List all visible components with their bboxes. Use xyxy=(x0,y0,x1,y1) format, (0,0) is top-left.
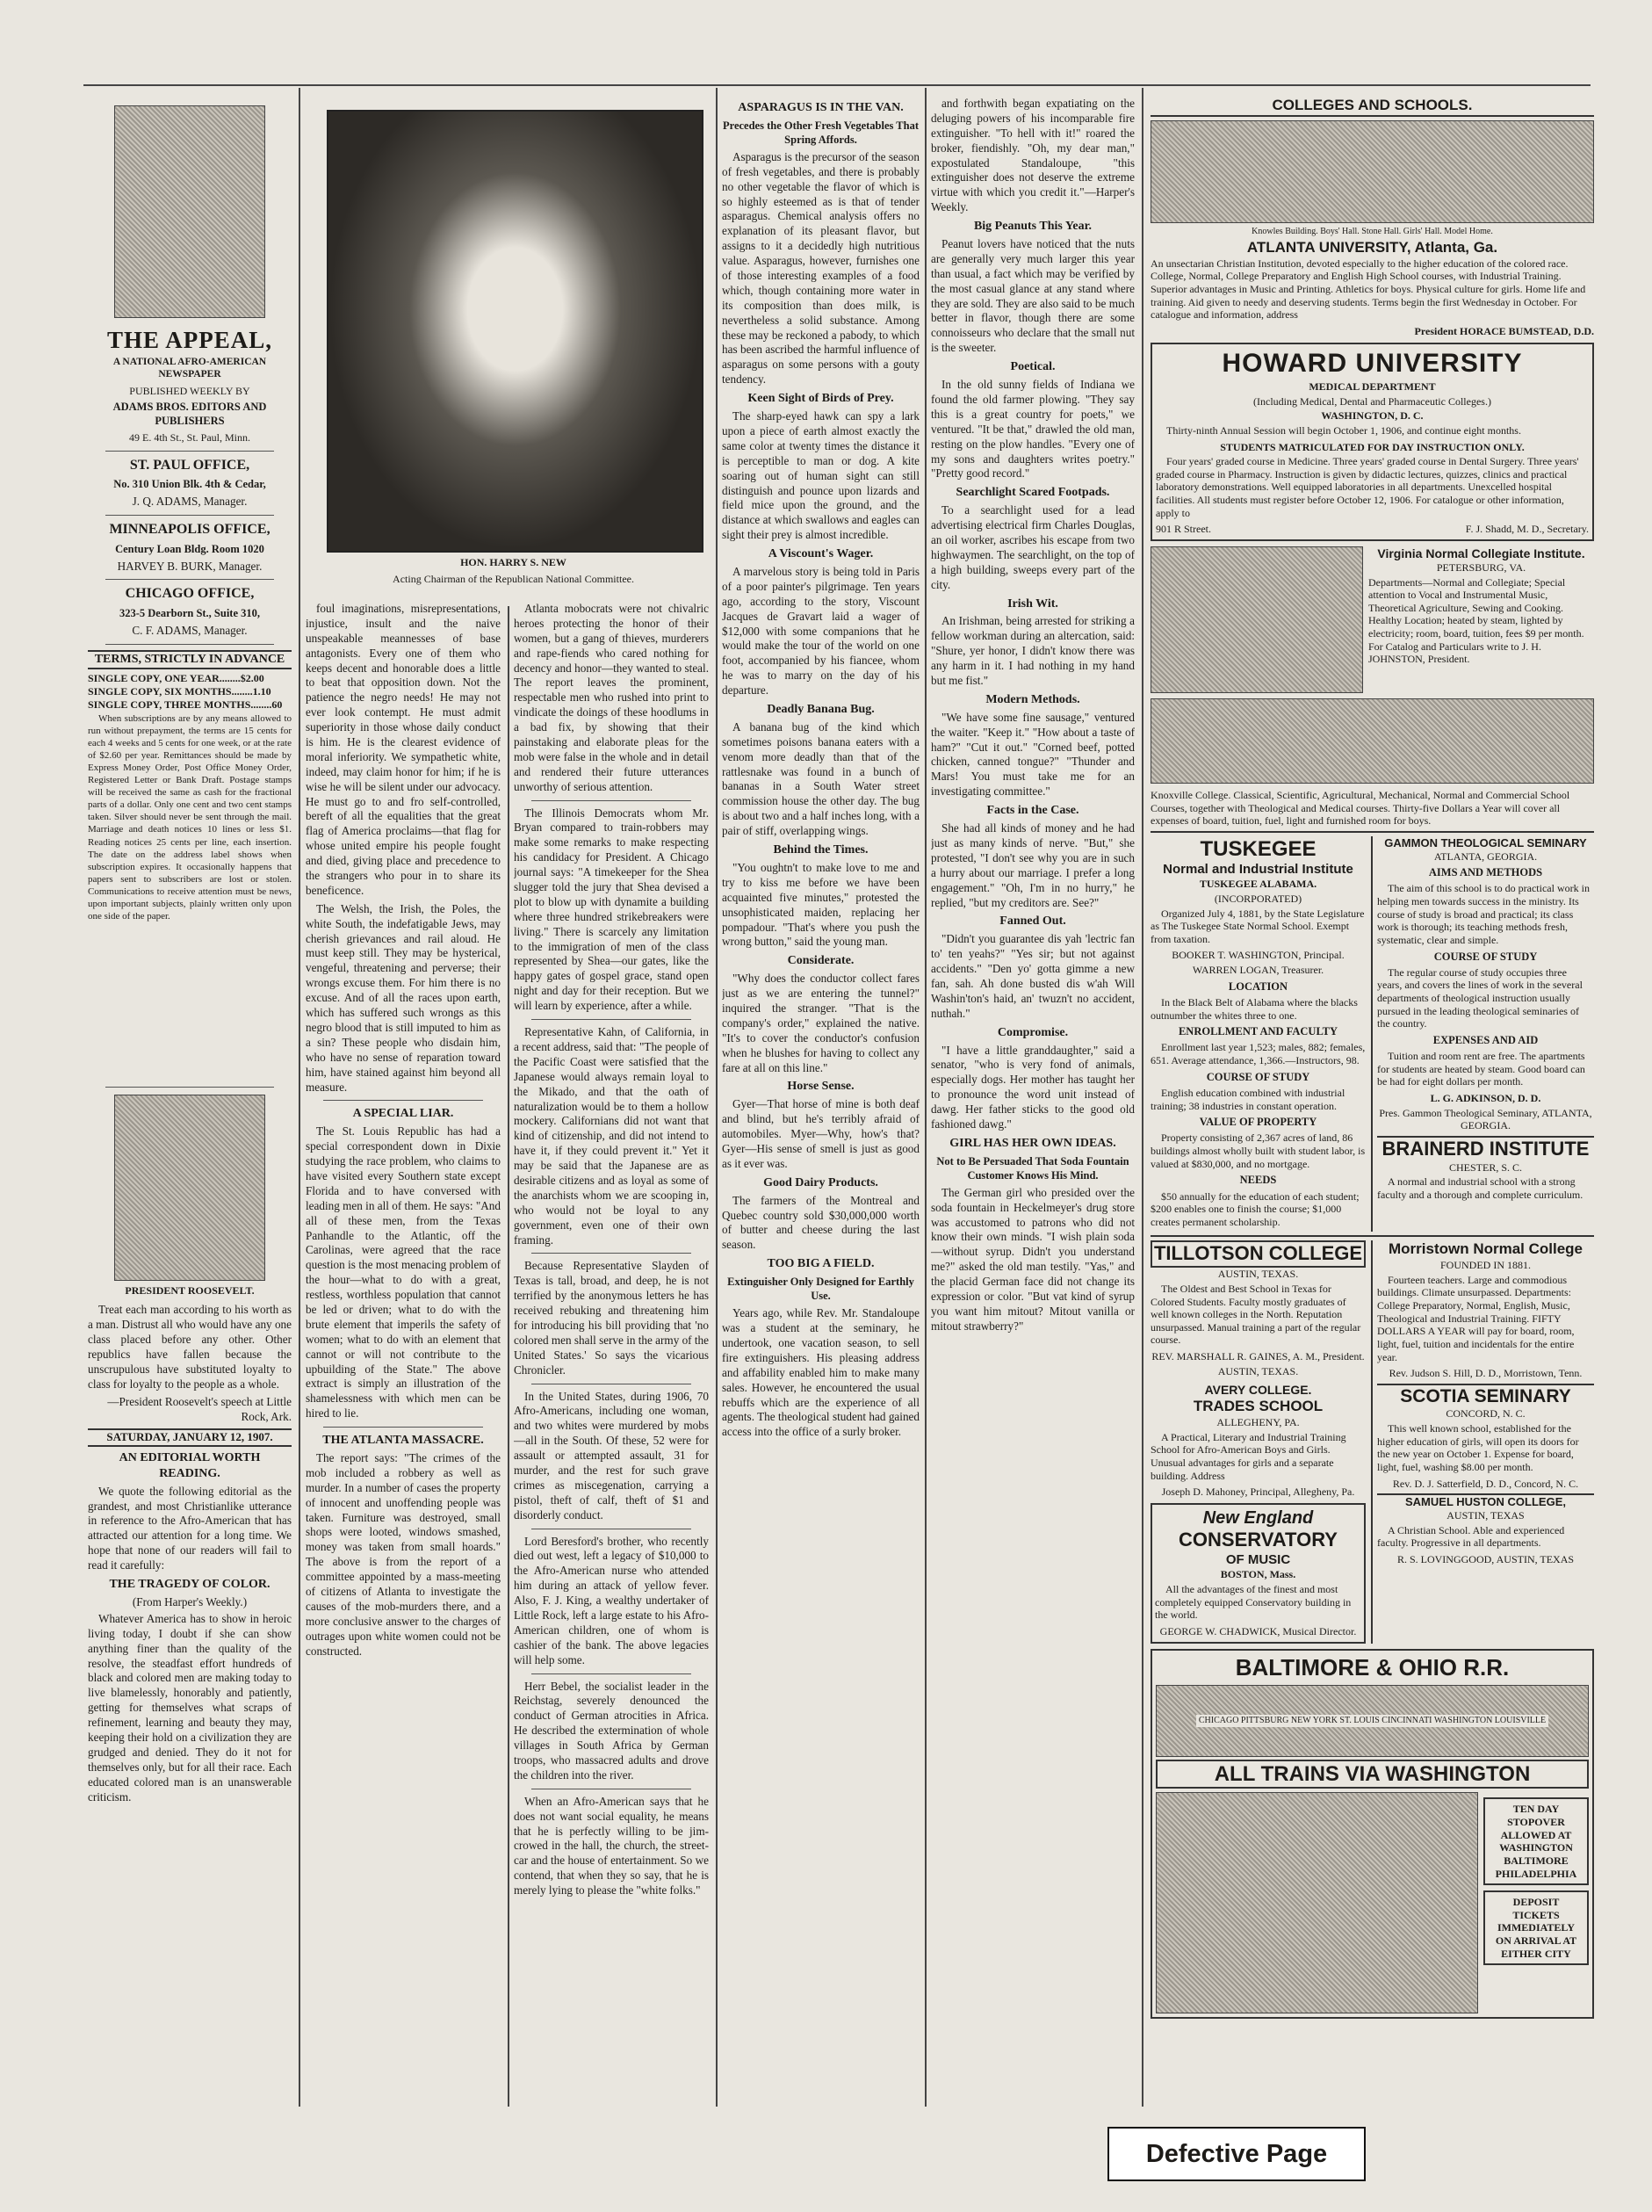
issue-date: SATURDAY, JANUARY 12, 1907. xyxy=(88,1428,292,1447)
minneapolis-office-head: MINNEAPOLIS OFFICE, xyxy=(109,522,271,538)
column-rule xyxy=(716,88,718,2107)
harry-new-portrait xyxy=(327,110,703,553)
asparagus-head: ASPARAGUS IS IN THE VAN. xyxy=(738,101,904,114)
bo-title: BALTIMORE & OHIO R.R. xyxy=(1235,1654,1510,1681)
atlanta-university-president: President HORACE BUMSTEAD, D.D. xyxy=(1414,324,1594,337)
howard-text: Thirty-ninth Annual Session will begin October 1, 1906, and continue eight months. xyxy=(1166,423,1521,437)
ne-name-3: OF MUSIC xyxy=(1225,1552,1291,1568)
brainerd-name: BRAINERD INSTITUTE xyxy=(1377,1136,1594,1161)
tillotson-location: AUSTIN, TEXAS. xyxy=(1217,1364,1299,1377)
ne-name-1: New England xyxy=(1202,1507,1314,1528)
virginia-institute-engraving xyxy=(1151,546,1363,693)
tuskegee-text: Organized July 4, 1881, by the State Legislature as The Tuskegee State Normal School. Exempt from taxation. xyxy=(1151,907,1365,945)
ne-city: BOSTON, Mass. xyxy=(1220,1568,1296,1581)
gammon-president-title: Pres. Gammon Theological Seminary, ATLANTA, GEORGIA. xyxy=(1379,1106,1592,1132)
st-paul-office-address: No. 310 Union Blk. 4th & Cedar, xyxy=(113,478,266,491)
brainerd-text: A normal and industrial school with a strong faculty and a thorough and complete curriculum. xyxy=(1377,1175,1583,1202)
prey-head: Keen Sight of Birds of Prey. xyxy=(747,392,894,406)
facts-text: She had all kinds of money and he had just as many kinds of nerve. "But," she protested, "I don't see why you are in such a hurry about our marriage. I prefer a long engagement." "Oh, I'm in no hurry," he replied, "but my creditors are. See?" xyxy=(931,821,1135,909)
howard-courses: Four years' graded course in Medicine. Three years' graded course in Dental Surgery. Three years' graded course in Pharmacy. Instruction is given by didactic lectures, quizzes, clinics and practical laboratory demonstrations. Well equipped laboratories in all departments. Unexcelled hospital facilities. All students must register before October 12, 1906. For catalogue or other information, apply to xyxy=(1156,455,1579,519)
avery-city: ALLEGHENY, PA. xyxy=(1216,1416,1300,1429)
publishers: ADAMS BROS. EDITORS AND PUBLISHERS xyxy=(112,401,267,428)
divider xyxy=(531,1019,691,1020)
irish-text: An Irishman, being arrested for striking a fellow workman during an altercation, said: "Shure, yer honor, I didn't know there was any harm in it. I had nothing in my hand but me fist." xyxy=(931,614,1135,688)
chicago-office-head: CHICAGO OFFICE, xyxy=(125,586,255,602)
address: 49 E. 4th St., St. Paul, Minn. xyxy=(128,431,251,445)
prey-text: The sharp-eyed hawk can spy a lark upon a piece of earth almost exactly the same color at twenty times the distance it is perceptible to man or dog. A kite soaring out of human sight can still distinguish and pounce upon lizards and field mice upon the ground, and the distance at which swallows and eagles can sight their prey is almost incredible. xyxy=(722,409,920,542)
beresford-item: Lord Beresford's brother, who recently died out west, left a legacy of $10,000 to the Afro-American nurse who attended him during an attack of yellow fever. Also, F. J. King, a wealthy undertaker of Little Rock, left a large estate to his Afro-American children, one of whom is cashier of the bank. The above legacies will help some. xyxy=(514,1534,709,1666)
huston-president: R. S. LOVINGGOOD, AUSTIN, TEXAS xyxy=(1396,1552,1575,1565)
minneapolis-office-manager: HARVEY B. BURK, Manager. xyxy=(117,559,263,573)
tuskegee-value: Property consisting of 2,367 acres of land, 86 buildings almost wholly built with student labor, is valued at $830,000, and no mortgage. xyxy=(1151,1131,1366,1170)
bo-travelers-illustration xyxy=(1156,1792,1478,2013)
gammon-aims-head: AIMS AND METHODS xyxy=(1428,866,1543,879)
fanned-text: "Didn't you guarantee dis yah 'lectric fan to' ten yeahs?" "Yes sir; but not against accidents." "Den yo' gotta gimme a new fan, sah. Ah done busted dis w'ah Will Washin'ton's haid, an' twuzn't no accident, nuthah." xyxy=(931,932,1135,1020)
special-liar-text: The St. Louis Republic has had a special correspondent down in Dixie studying the race problem, who claims to have visited every Southern state except Florida and to have conversed with leading men in all of them. He says: "And all of these men, from the Texas Panhandle to the Atlantic, off the Carolinas, were agreed that the race question is the most menacing problem of the hour—what to do with a great, restless, worthless population that cannot be led or driven; what to do with the brute element that imperils the safety of women; what to do with an element that cannot or will not contribute to the upbuilding of the State." The above extract is simply an illustration of the shamelessness with which men can be hired to lie. xyxy=(306,1124,501,1420)
divider xyxy=(105,451,274,452)
howard-ad xyxy=(1151,343,1594,540)
roosevelt-quote: Treat each man according to his worth as a man. Distrust all who would have any one class placed before any other. Other republics have fallen because the unscrupulous have substituted loyalty to class for loyalty to the people as a whole. xyxy=(88,1303,292,1391)
colleges-head: COLLEGES AND SCHOOLS. xyxy=(1151,97,1594,117)
scotia-city: CONCORD, N. C. xyxy=(1446,1407,1526,1420)
ne-text: All the advantages of the finest and most completely equipped Conservatory building in the world. xyxy=(1155,1582,1352,1622)
tuskegee-city: TUSKEGEE ALABAMA. xyxy=(1199,878,1317,891)
scotia-name: SCOTIA SEMINARY xyxy=(1377,1384,1594,1408)
girl-head: GIRL HAS HER OWN IDEAS. xyxy=(949,1136,1116,1150)
bo-route-map xyxy=(1156,1685,1589,1757)
divider xyxy=(323,1100,483,1101)
divider xyxy=(105,644,274,645)
equality-item: When an Afro-American says that he does not want social equality, he means that he is perfectly willing to be jim-crowed in the hall, the church, the street-car and the house of entertainment. So we contend, that when they so say, that he is merely lying to please the "white folks." xyxy=(514,1794,709,1898)
column-3 xyxy=(514,602,709,2104)
howard-address: 901 R Street. xyxy=(1156,523,1211,536)
considerate-head: Considerate. xyxy=(787,954,855,968)
divider xyxy=(105,579,274,580)
tragedy-continued-2: The Welsh, the Irish, the Poles, the white South, the indefatigable Jews, may cherish grievances and rail aloud. He must keep still. They may be hysterical, vengeful, threatening and perverse; their wrongs excuse them. For him there is no excuse. And of all the races upon earth, which has suffered such wrongs as this negro blood that is still imputed to him as a sin? These people who disdain him, who have no sense of reparation toward him, have stained against him beyond all measure. xyxy=(306,901,501,1094)
tuskegee-ad xyxy=(1151,836,1366,1233)
atlanta-university-engraving xyxy=(1151,120,1594,223)
masthead: THE APPEAL, xyxy=(106,327,273,353)
gammon-study-head: COURSE OF STUDY xyxy=(1433,950,1538,963)
huston-name: SAMUEL HUSTON COLLEGE, xyxy=(1377,1493,1594,1509)
column-rule xyxy=(299,88,300,2107)
illinois-democrats: The Illinois Democrats whom Mr. Bryan compared to train-robbers may make some remarks to make respecting his candidacy for President. A Chicago journal says: "A timekeeper for the Shea slugger told the jury that Shea devised a plot to blow up with dynamite a building where three hundred strikebreakers were living." There is scarcely any limitation to the immigration of men of the class represented by Shea—our gates, like the happy gates of gospel grace, stand open night and day for their reception. But we will learn by experience, after a while. xyxy=(514,806,709,1013)
irish-head: Irish Wit. xyxy=(1007,596,1058,611)
tagline: A NATIONAL AFRO-AMERICAN NEWSPAPER xyxy=(112,356,267,380)
divider xyxy=(105,515,274,516)
tuskegee-incorporated: (INCORPORATED) xyxy=(1214,892,1302,905)
bo-deposit: DEPOSIT TICKETS IMMEDIATELY ON ARRIVAL AT EITHER CITY xyxy=(1483,1890,1589,1965)
divider xyxy=(531,1673,691,1674)
avery-principal: Joseph D. Mahoney, Principal, Allegheny, Pa. xyxy=(1161,1486,1355,1499)
divider xyxy=(105,1087,274,1088)
wager-head: A Viscount's Wager. xyxy=(768,547,874,561)
scotia-president: Rev. D. J. Satterfield, D. D., Concord, N. C. xyxy=(1392,1477,1579,1490)
virginia-name: Virginia Normal Collegiate Institute. xyxy=(1377,546,1585,560)
minneapolis-office-address: Century Loan Bldg. Room 1020 xyxy=(115,542,264,555)
tuskegee-value-head: VALUE OF PROPERTY xyxy=(1199,1116,1317,1129)
avery-sub: TRADES SCHOOL xyxy=(1193,1398,1324,1415)
banana-text: A banana bug of the kind which sometimes poisons banana eaters with a venom more deadly than that of the rattlesnake was found in a bunch of bananas in a South Water street commission house the other day. The bug is about two and a half inches long, with a pair of stiff, overlapping wings. xyxy=(722,719,920,838)
huston-text: A Christian School. Able and experienced faculty. Progressive in all departments. xyxy=(1377,1523,1565,1550)
poetical-head: Poetical. xyxy=(1010,360,1056,374)
field-text: Years ago, while Rev. Mr. Standaloupe was a student at the seminary, he undertook, one vacation season, to sell fire extinguishers. His pleasing address and affability enabled him to make many sales. However, he encountered the usual rebuffs which are the experience of all agents. The theological student had gained access into the office of a surly broker. xyxy=(722,1306,920,1439)
column-rule xyxy=(508,606,509,2107)
times-head: Behind the Times. xyxy=(773,843,869,857)
defective-page-label: Defective Page xyxy=(1107,2127,1366,2181)
tillotson-city: AUSTIN, TEXAS. xyxy=(1217,1268,1299,1281)
asparagus-sub: Precedes the Other Fresh Vegetables That Spring Affords. xyxy=(722,119,919,146)
tuskegee-treasurer: WARREN LOGAN, Treasurer. xyxy=(1192,964,1324,977)
tillotson-name: TILLOTSON COLLEGE xyxy=(1151,1240,1366,1268)
liberty-engraving xyxy=(114,105,265,318)
colleges-column xyxy=(1151,97,1594,2108)
fanned-head: Fanned Out. xyxy=(999,914,1066,929)
gammon-aims: The aim of this school is to do practical work in helping men towards success in the ministry. Its course of study is broad and practical; its class work is thorough; its teaching methods fresh, systematic, clear and simple. xyxy=(1377,882,1590,946)
girl-sub: Not to Be Persuaded That Soda Fountain Customer Knows His Mind. xyxy=(936,1154,1129,1182)
gammon-ad xyxy=(1371,836,1594,1233)
howard-sub: (Including Medical, Dental and Pharmaceutic Colleges.) xyxy=(1253,394,1491,408)
terms-text: When subscriptions are by any means allowed to run without prepayment, the terms are 15 cents for each 4 weeks and 5 cents for one week, or at the rate of $2.60 per year. Remittances should be made by Express Money Order, Post Office Money Order, Registered Letter or Bank Draft. Postage stamps will be received the same as cash for the fractional parts of a dollar. Only one cent and two cent stamps taken. Silver should never be sent through the mail. Marriage and death notices 10 lines or less $1. Reading notices 25 cents per line, each insertion. The date on the address label shows when subscription expires. It occasionally happens that papers sent to subscribers are lost or stolen. Communications to receive attention must be news, upon important subjects, plainly written only upon one side of the paper. xyxy=(88,712,292,922)
avery-name: AVERY COLLEGE. xyxy=(1204,1383,1312,1398)
divider xyxy=(323,1427,483,1428)
facts-head: Facts in the Case. xyxy=(986,804,1079,818)
gammon-study: The regular course of study occupies three years, and covers the lines of work in the several departments of theological instruction usually pursued in the leading theological seminaries of the country. xyxy=(1377,965,1583,1030)
column-1 xyxy=(88,97,292,1808)
tuskegee-name: TUSKEGEE xyxy=(1200,836,1317,861)
quote-attribution: —President Roosevelt's speech at Little Rock, Ark. xyxy=(107,1395,292,1424)
tuskegee-sub: Normal and Industrial Institute xyxy=(1163,862,1353,878)
modern-head: Modern Methods. xyxy=(985,692,1080,706)
times-text: "You oughtn't to make love to me and try to kiss me before we have been acquainted five minutes," protested the unsophisticated maiden, replacing her pompadour. "That's where you push the wrong button," said the young man. xyxy=(722,860,920,949)
tuskegee-course-head: COURSE OF STUDY xyxy=(1206,1070,1310,1083)
howard-name: HOWARD UNIVERSITY xyxy=(1222,349,1523,379)
asparagus-text: Asparagus is the precursor of the season of fresh vegetables, and there is probably no other vegetable the flavor of which is so highly esteemed as is that of tender asparagus. Chemical analysis offers no explanation of its pleasant flavor, but assigns to it a decidedly high nutritious value. Asparagus, however, furnishes one of those interesting examples of a food which, though containing more water in its composition than does milk, is nevertheless a solid substance. Among these may be reckoned a pabody, to which has been ascribed the harmful influence of asparagus on some persons with a gouty tendency. xyxy=(722,149,920,387)
bo-stopover: TEN DAY STOPOVER ALLOWED AT WASHINGTON BALTIMORE PHILADELPHIA xyxy=(1483,1797,1589,1885)
special-liar-head: A SPECIAL LIAR. xyxy=(352,1107,454,1121)
slayden-item: Because Representative Slayden of Texas is tall, broad, and deep, he is not terrified by the anonymous letters he has received rebuking and threatening him for introducing his bill providing that 'no colored men shall serve in the army of the United States.' So says the vicarious Chronicler. xyxy=(514,1259,709,1377)
baltimore-ohio-ad xyxy=(1151,1649,1594,2019)
virginia-city: PETERSBURG, VA. xyxy=(1436,560,1526,574)
bebel-item: Herr Bebel, the socialist leader in the Reichstag, severely denounced the conduct of German atrocities in Africa. He described the extermination of whole villages in South Africa by German troops, who massacred adults and drove the children into the river. xyxy=(514,1679,709,1782)
gammon-president: L. G. ADKINSON, D. D. xyxy=(1430,1092,1541,1105)
st-paul-office-manager: J. Q. ADAMS, Manager. xyxy=(132,495,248,509)
huston-city: AUSTIN, TEXAS xyxy=(1446,1509,1525,1522)
morristown-text: Fourteen teachers. Large and commodious buildings. Climate unsurpassed. Departments: College Preparatory, Normal, English, Music, Theological and Industrial Training. FIFTY DOLLARS A YEAR will pay for board, room, light, fuel, tuition and incidentals for the entire year. xyxy=(1377,1273,1575,1363)
ne-name-2: CONSERVATORY xyxy=(1179,1529,1338,1551)
knoxville-text: Knoxville College. Classical, Scientific, Agricultural, Mechanical, Normal and Commercial School Courses, together with Theological and Medical courses. Thirty-five Dollars a Year will cover all expenses of board, tuition, fuel, light and furnished room for boys. xyxy=(1151,788,1570,828)
st-paul-office-head: ST. PAUL OFFICE, xyxy=(129,457,250,473)
gammon-city: ATLANTA, GEORGIA. xyxy=(1433,849,1538,863)
gammon-expenses: Tuition and room rent are free. The apartments for students are heated by steam. Good board can be had for eight dollars per month. xyxy=(1377,1050,1585,1088)
tuskegee-enrollment-head: ENROLLMENT AND FACULTY xyxy=(1178,1025,1338,1038)
horse-head: Horse Sense. xyxy=(787,1080,855,1094)
tillotson-ad xyxy=(1151,1240,1366,1644)
field-head: TOO BIG A FIELD. xyxy=(767,1257,875,1271)
morristown-president: Rev. Judson S. Hill, D. D., Morristown, Tenn. xyxy=(1389,1367,1583,1380)
column-4 xyxy=(722,97,920,2108)
horse-text: Gyer—That horse of mine is both deaf and blind, but he's terribly afraid of automobiles. Myer—Why, how's that? Gyer—His sense of smell is just as good as it ever was. xyxy=(722,1097,920,1170)
scotia-text: This well known school, established for the higher education of girls, will open its doors for the new year on October 1. Expense for board, light, fuel, washing $8.00 per month. xyxy=(1377,1422,1579,1473)
tragedy-sub: (From Harper's Weekly.) xyxy=(132,1594,248,1608)
gammon-expenses-head: EXPENSES AND AID xyxy=(1432,1033,1539,1046)
tillotson-text: The Oldest and Best School in Texas for Colored Students. Faculty mostly graduates of well known colleges in the North. Reputation unsurpassed. Manual training a part of the regular course. xyxy=(1151,1282,1361,1347)
howard-dept: MEDICAL DEPARTMENT xyxy=(1309,380,1436,393)
compromise-head: Compromise. xyxy=(997,1025,1069,1039)
atlanta-university-text: An unsectarian Christian Institution, devoted especially to the higher education of the colored race. College, Normal, College Preparatory and English High School courses, with Industrial Training. Superior advantages in Music and Printing. Athletics for boys. Physical culture for girls. Home life and training. Aid given to needy and deserving students. Terms begin the first Wednesday in October. For catalogue and information, address xyxy=(1151,257,1586,322)
howard-city: WASHINGTON, D. C. xyxy=(1321,409,1424,423)
ne-director: GEORGE W. CHADWICK, Musical Director. xyxy=(1159,1624,1357,1637)
tuskegee-location: In the Black Belt of Alabama where the blacks outnumber the whites three to one. xyxy=(1151,995,1358,1022)
published-line: PUBLISHED WEEKLY BY xyxy=(129,384,250,397)
virginia-text: Departments—Normal and Collegiate; Special attention to Vocal and Instrumental Music, Theoretical Agriculture, Sewing and Cooking. Healthy Location; heated by steam, lighted by electricity; room, board, tuition, fees $9 per month. For Catalog and Particulars write to J. H. JOHNSTON, President. xyxy=(1368,575,1584,666)
atlanta-building-labels: Knowles Building. Boys' Hall. Stone Hall. Girls' Hall. Model Home. xyxy=(1252,226,1493,236)
atlanta-massacre-head: THE ATLANTA MASSACRE. xyxy=(322,1434,484,1448)
girl-text: The German girl who presided over the soda fountain in Heckelmeyer's drug store was accustomed to patrons who did not know their own minds. "I wish plain soda—without syrup. Didn't you understand me?" asked the old man testily. "Yas," and the placid German face did not change its expression or color. "But vat kind of syrup you want him mitout? Mitout vanilla or mitout strawberry?" xyxy=(931,1185,1135,1333)
editorial-text: We quote the following editorial as the grandest, and most Christianlike utterance in reference to the Afro-American that has attracted our attention for a long time. We hope that none of our readers will fail to read it carefully: xyxy=(88,1484,292,1572)
avery-text: A Practical, Literary and Industrial Training School for Afro-American Boys and Girls. Unusual advantages for girls and a separate building. Address xyxy=(1151,1430,1346,1482)
divider xyxy=(531,800,691,801)
searchlight-text: To a searchlight used for a lead advertising electrical firm Charles Douglas, an oil worker, ascribes his escape from two highwaymen. The searchlight, on the top of a high building, sweeps every part of the city. xyxy=(931,503,1135,591)
top-rule xyxy=(83,84,1591,86)
tragedy-text: Whatever America has to show in heroic living today, I doubt if she can show anything finer than the quality of the resolve, the steadfast effort hundreds of black and colored men are making today to live blamelessly, honorably and patiently, getting for themselves what scraps of refinement, learning and beauty they may, keeping their hold on a civilization they are grudged and denied. They do it not for themselves only, but for all their race. Each educated colored man is an unanswerable criticism. xyxy=(88,1611,292,1804)
morristown-name: Morristown Normal College xyxy=(1388,1240,1583,1258)
roosevelt-portrait xyxy=(114,1095,265,1281)
howard-students: STUDENTS MATRICULATED FOR DAY INSTRUCTION ONLY. xyxy=(1220,440,1525,453)
lynching-item: In the United States, during 1906, 70 Afro-Americans, including one woman, and two whites were murdered by mobs—all in the South. Of these, 52 were for assault or attempted assault, 31 for murder, and the rest for such grave crimes as miscegenation, carrying a pistol, theft of calf, theft of $1 and disorderly conduct. xyxy=(514,1389,709,1522)
brainerd-city: CHESTER, S. C. xyxy=(1448,1160,1522,1174)
chicago-office-address: 323-5 Dearborn St., Suite 310, xyxy=(119,606,261,619)
atlanta-continued: Atlanta mobocrats were not chivalric heroes protecting the honor of their women, but a gang of thieves, murderers and rape-fiends who cared nothing for decency and honor—they wanted to steal. The report leaves the prominent, respectable men who rushed into print to vindicate the doings of these hoodlums in a bad fix, by showing that their painstaking and elaborate pleas for the mob were false in the whole and in detail and rendered their future utterances unworthy of serious attention. xyxy=(514,602,709,793)
poetical-text: In the old sunny fields of Indiana we found the old farmer plowing. "They say this is a great country for poets," we ventured. "It be that," drawled the old man, resting on the plow handles. "Every one of my sons and daughters writes poetry." "Pretty good record." xyxy=(931,378,1135,481)
terms-six-months: SINGLE COPY, SIX MONTHS........1.10 xyxy=(88,685,271,698)
column-5 xyxy=(931,97,1135,2108)
morristown-founded: FOUNDED IN 1881. xyxy=(1440,1259,1531,1272)
tuskegee-enrollment: Enrollment last year 1,523; males, 882; females, 651. Average attendance, 1,366.—Instructors, 98. xyxy=(1151,1041,1366,1067)
chicago-office-manager: C. F. ADAMS, Manager. xyxy=(132,623,248,637)
editorial-head: AN EDITORIAL WORTH READING. xyxy=(119,1450,261,1480)
compromise-text: "I have a little granddaughter," said a senator, "who is very fond of animals, especially dogs. Her mother has taught her to pronounce the word unit instead of dawg. Her father sticks to the good old fashioned dawg." xyxy=(931,1043,1135,1131)
tuskegee-course: English education combined with industrial training; 38 industries in constant operation. xyxy=(1151,1086,1345,1112)
tragedy-continued: foul imaginations, misrepresentations, injustice, insult and the naive unspeakable meannesses of base antagonists. Every one of them who keeps decent and honorable does a little to beat that opposition down. Not the patience the negro needs! He may not ever look contempt. He must admit superiority in those whose daily conduct is him. He is the clearest evidence of moral inferiority. We sympathetic white, indeed, may claim honor for him; if he is wise he will be silent under our advocacy. He must go to and fro self-controlled, bereft of all the equalities that the great flag of America proclaims—that flag for whose united empire his people fought and died, giving place and precedence to the strangers who pour in to share its beneficence. xyxy=(306,602,501,897)
tragedy-head: THE TRAGEDY OF COLOR. xyxy=(109,1578,271,1592)
column-2 xyxy=(306,602,501,2104)
dairy-head: Good Dairy Products. xyxy=(763,1175,878,1189)
kahn-item: Representative Kahn, of California, in a recent address, said that: "The people of the Pacific Coast were satisfied that the Japanese would always remain loyal to the Mikado, and that the oath of naturalization would be to them a hollow mockery. Californians did not want that kind of citizenship, and did not intend to have it, if they could prevent it." Yet it may be said that the Japanese are as desirable citizens and as loyal as some of the anarchists whom we are scooping in, who would not be loyal to any government, even one of their own framing. xyxy=(514,1025,709,1247)
searchlight-head: Searchlight Scared Footpads. xyxy=(956,486,1110,500)
field-sub: Extinguisher Only Designed for Earthly Use. xyxy=(727,1276,914,1303)
column-rule xyxy=(925,88,927,2107)
tuskegee-needs-head: NEEDS xyxy=(1239,1174,1277,1187)
atlanta-massacre-text: The report says: "The crimes of the mob included a robbery as well as murder. In a number of cases the property of innocent and unoffending people was taken. Furniture was destroyed, small shops were looted, windows smashed, money was taken from small hoards." The above is from the report of a committee appointed by a mass-meeting of citizens of Atlanta to investigate the causes of the mob-murders there, and a more conclusive answer to the charges of outrages upon white women could not be constructed. xyxy=(306,1451,501,1658)
howard-secretary: F. J. Shadd, M. D., Secretary. xyxy=(1465,523,1589,536)
morristown-ad xyxy=(1371,1240,1594,1644)
considerate-text: "Why does the conductor collect fares just as we are entering the tunnel?" inquired the stranger. "That is the company's order," explained the native. "It's to cover the conductor's confusion when he blushes for having to collect any fare at all on this line." xyxy=(722,972,920,1074)
broker-continued: and forthwith began expatiating on the deluging powers of his incomparable fire extinguisher. "To hell with it!" roared the broker, fiendishly. "Oh, my dear man," expostulated Standaloupe, "this extinguisher does not deserve the extreme virtue with which you credit it."—Harper's Weekly. xyxy=(931,97,1135,214)
terms-one-year: SINGLE COPY, ONE YEAR........$2.00 xyxy=(88,671,264,684)
tuskegee-location-head: LOCATION xyxy=(1228,979,1288,993)
peanut-text: Peanut lovers have noticed that the nuts are generally very much larger this year than usual, a fact which may be verified by the most casual glance at any stand where they are sold. They are also said to be much better in flavor, though there are some connoisseurs who declare that the small nut is the sweeter. xyxy=(931,237,1135,355)
portrait-caption-name: HON. HARRY S. NEW xyxy=(460,556,566,568)
bo-trains: ALL TRAINS VIA WASHINGTON xyxy=(1156,1760,1589,1789)
atlanta-university-name: ATLANTA UNIVERSITY, Atlanta, Ga. xyxy=(1246,238,1498,256)
peanut-head: Big Peanuts This Year. xyxy=(973,220,1093,234)
knoxville-college-engraving xyxy=(1151,698,1594,784)
banana-head: Deadly Banana Bug. xyxy=(767,703,875,716)
terms-head: TERMS, STRICTLY IN ADVANCE xyxy=(88,650,292,669)
tuskegee-needs: $50 annually for the education of each student; $200 enables one to finish the course; $1,000 creates permanent scholarship. xyxy=(1151,1189,1360,1228)
roosevelt-caption: PRESIDENT ROOSEVELT. xyxy=(125,1283,255,1297)
column-rule xyxy=(1142,88,1143,2107)
wager-text: A marvelous story is being told in Paris of a poor painter's pilgrimage. Ten years ago, according to the story, Viscount Jacques de Gravart laid a wager of $12,000 with some companions that he would make the tour of the world on one foot, accompanied by his fiancee, whom he was to marry on the day of his departure. xyxy=(722,564,920,698)
tillotson-president: REV. MARSHALL R. GAINES, A. M., President. xyxy=(1151,1350,1365,1363)
gammon-name: GAMMON THEOLOGICAL SEMINARY xyxy=(1384,835,1587,849)
divider xyxy=(531,1253,691,1254)
tuskegee-principal: BOOKER T. WASHINGTON, Principal. xyxy=(1172,949,1345,962)
portrait-caption-title: Acting Chairman of the Republican National Committee. xyxy=(393,573,634,585)
new-england-conservatory-ad xyxy=(1151,1503,1366,1645)
modern-text: "We have some fine sausage," ventured the waiter. "Keep it." "How about a taste of ham?" "Cut it out." "Corned beef, potted chicken, canned tongue?" "Thunder and Mars! You must take me for an investigating committee." xyxy=(931,710,1135,799)
dairy-text: The farmers of the Montreal and Quebec country sold $30,000,000 worth of butter and cheese during the last season. xyxy=(722,1193,920,1252)
terms-three-months: SINGLE COPY, THREE MONTHS........60 xyxy=(88,698,283,712)
bo-map-labels: CHICAGO PITTSBURG NEW YORK ST. LOUIS CINCINNATI WASHINGTON LOUISVILLE xyxy=(1196,1715,1548,1727)
